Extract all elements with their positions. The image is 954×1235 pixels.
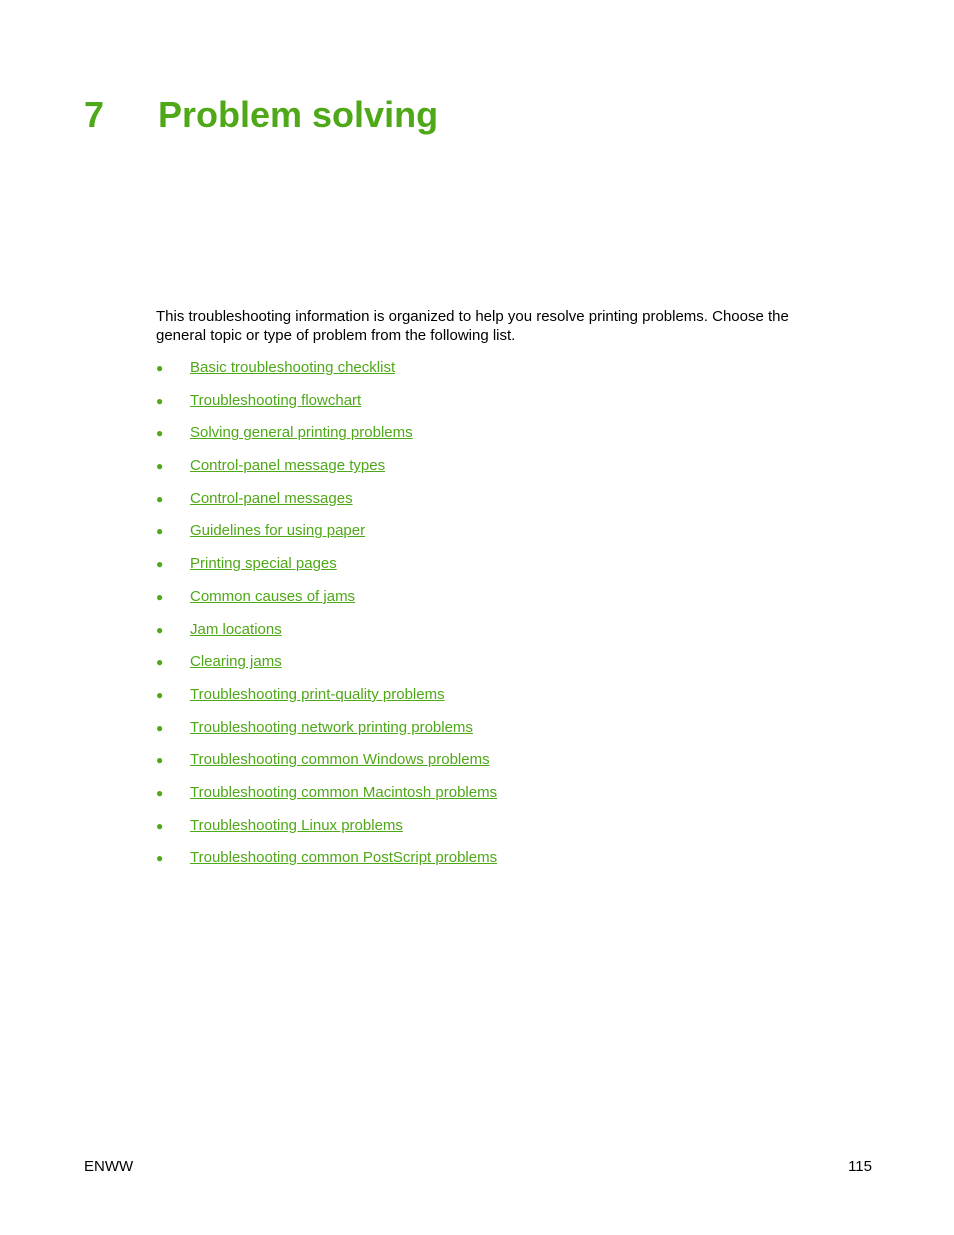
bullet-icon: ● <box>156 655 164 670</box>
topic-link-linux-problems[interactable]: Troubleshooting Linux problems <box>190 816 403 834</box>
bullet-icon: ● <box>156 459 164 474</box>
topic-link-postscript-problems[interactable]: Troubleshooting common PostScript problems <box>190 849 498 867</box>
page-number: 115 <box>848 1158 872 1175</box>
bullet-icon: ● <box>156 818 164 833</box>
bullet-icon: ● <box>156 785 164 800</box>
topic-link-control-panel-messages[interactable]: Control-panel messages <box>190 489 353 507</box>
topic-link-macintosh-problems[interactable]: Troubleshooting common Macintosh problems <box>190 783 498 801</box>
chapter-heading <box>84 92 438 138</box>
bullet-icon: ● <box>156 851 164 866</box>
topic-link-control-panel-message-types[interactable]: Control-panel message types <box>190 457 386 475</box>
topic-link-jam-locations[interactable]: Jam locations <box>190 620 282 638</box>
intro-paragraph: This troubleshooting information is organized to help you resolve printing problems. Choose the general topic or type of problem from the following list. <box>156 308 789 344</box>
bullet-icon: ● <box>156 557 164 572</box>
chapter-title: Problem solving <box>158 94 439 135</box>
topic-link-printing-special-pages[interactable]: Printing special pages <box>190 555 337 573</box>
bullet-icon: ● <box>156 589 164 604</box>
chapter-number: 7 <box>84 94 105 135</box>
topic-link-common-causes-of-jams[interactable]: Common causes of jams <box>190 587 356 605</box>
topic-link-solving-general-printing-problems[interactable]: Solving general printing problems <box>190 424 413 442</box>
topic-link-windows-problems[interactable]: Troubleshooting common Windows problems <box>190 751 490 769</box>
bullet-icon: ● <box>156 393 164 408</box>
bullet-icon: ● <box>156 524 164 539</box>
footer-label: ENWW <box>84 1158 134 1175</box>
bullet-icon: ● <box>156 426 164 441</box>
topic-link-basic-troubleshooting-checklist[interactable]: Basic troubleshooting checklist <box>190 359 396 376</box>
topic-link-troubleshooting-flowchart[interactable]: Troubleshooting flowchart <box>190 391 362 409</box>
bullet-icon: ● <box>156 622 164 637</box>
bullet-icon: ● <box>156 753 164 768</box>
topic-link-clearing-jams[interactable]: Clearing jams <box>190 653 282 671</box>
topic-link-network-printing-problems[interactable]: Troubleshooting network printing problems <box>190 718 473 736</box>
bullet-icon: ● <box>156 491 164 506</box>
bullet-icon: ● <box>156 361 164 375</box>
bullet-icon: ● <box>156 687 164 702</box>
topic-link-print-quality-problems[interactable]: Troubleshooting print-quality problems <box>190 685 445 703</box>
topic-link-guidelines-for-using-paper[interactable]: Guidelines for using paper <box>190 522 366 540</box>
bullet-icon: ● <box>156 720 164 735</box>
